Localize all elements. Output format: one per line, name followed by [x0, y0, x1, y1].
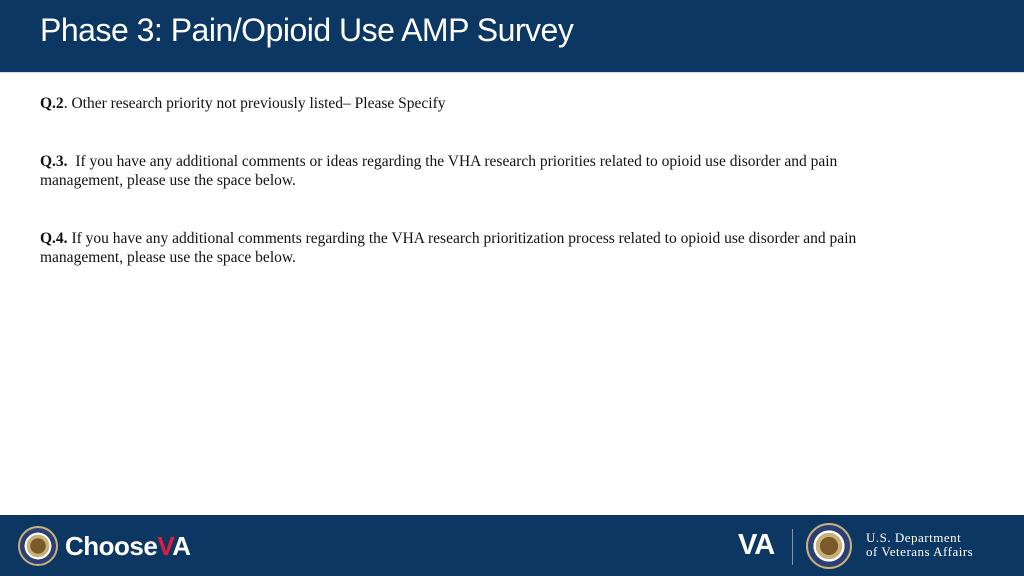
footer-bar — [0, 515, 1024, 576]
page-title: Phase 3: Pain/Opioid Use AMP Survey — [40, 12, 574, 48]
footer-divider — [792, 529, 793, 565]
department-line-1: U.S. Department — [866, 530, 962, 545]
question-2-text: . Other research priority not previously listed– Please Specify — [63, 95, 446, 112]
department-seal-icon — [806, 523, 852, 569]
question-4-label: Q.4. — [40, 230, 68, 247]
question-3-label: Q.3. — [40, 153, 68, 170]
department-name — [866, 531, 973, 559]
choose-va-prefix: Choose — [65, 531, 158, 561]
question-4 — [40, 229, 920, 267]
choose-va-v: V — [157, 531, 173, 561]
header-divider — [0, 72, 1024, 73]
choose-va-suffix: A — [172, 531, 191, 561]
question-4-text: If you have any additional comments regarding the VHA research prioritization process related to opioid use disorder and pain management, please use the space below. — [40, 230, 857, 266]
department-line-2: of Veterans Affairs — [866, 544, 974, 559]
va-wordmark: VA — [738, 529, 775, 561]
question-2 — [40, 94, 920, 113]
question-2-label: Q.2 — [40, 95, 64, 112]
question-3-text: If you have any additional comments or ideas regarding the VHA research priorities related to opioid use disorder and pain management, please use the space below. — [40, 153, 842, 189]
header-bar — [0, 0, 1024, 73]
va-seal-icon — [18, 526, 58, 566]
question-3 — [40, 152, 920, 190]
choose-va-logo — [65, 531, 191, 562]
